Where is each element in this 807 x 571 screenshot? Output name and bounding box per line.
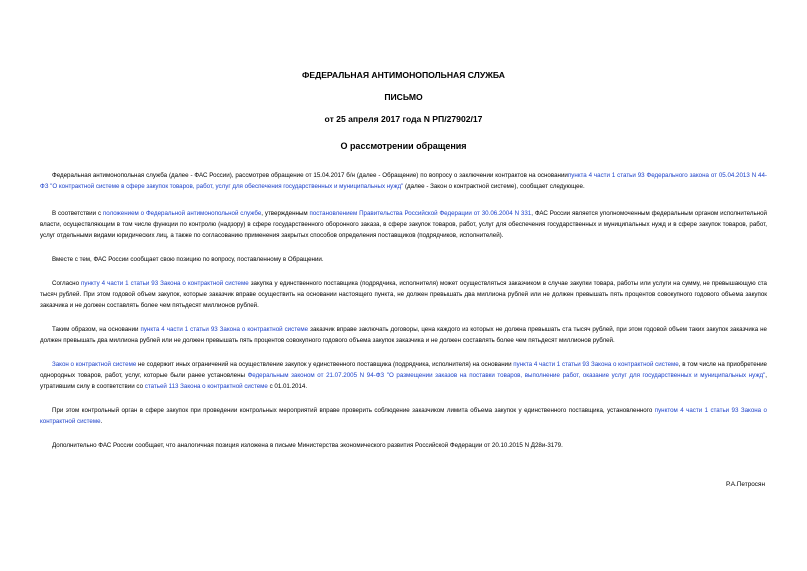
paragraph-text: не содержит иных ограничений на осуществление закупок у единственного поставщика (подрядчика, исполнителя) на основании: [136, 361, 514, 368]
paragraph-text: Таким образом, на основании: [52, 326, 141, 333]
article-93-link[interactable]: пункта 4 части 1 статьи 93 Закона о контрактной системе: [140, 326, 309, 333]
signature: Р.А.Петросян: [725, 481, 765, 488]
article-113-link[interactable]: статьей 113 Закона о контрактной системе: [144, 383, 268, 390]
document-subject: О рассмотрении обращения: [340, 141, 467, 151]
article-93-link[interactable]: пункта 4 части 1 статьи 93 Закона о контрактной системе: [513, 361, 679, 368]
article-93-link[interactable]: пункту 4 части 1 статьи 93 Закона о контрактной системе: [81, 280, 249, 287]
paragraph-conclusion: [40, 324, 767, 346]
law-44fz-link[interactable]: пункта 4 части 1 статьи 93 Федерального закона от 05.04.2013 N 44-ФЗ "О контрактной системе в сфере закупок товаров, работ, услуг для обеспечения государственных и муниципальных нужд": [40, 172, 767, 190]
paragraph-text: Согласно: [52, 280, 82, 287]
paragraph-intro: [40, 170, 767, 192]
paragraph-position: [40, 254, 767, 265]
letter-body: [40, 170, 767, 464]
law-94fz-link[interactable]: Федеральным законом от 21.07.2005 N 94-ФЗ "О размещении заказов на поставки товаров, выполнение работ, оказание услуг для государственных и муниципальных нужд": [247, 372, 766, 379]
paragraph-text: с 01.01.2014.: [267, 383, 308, 390]
paragraph-text: заказчик вправе заключать договоры, цена каждого из которых не должна превышать ста тысяч рублей, при этом годовой объем таких закупок заказчика не должен превышать два миллиона рублей или не должен превышать пять процентов совокупного годового объема закупок заказчика и не должен составлять более чем пятьдесят миллионов рублей.: [40, 326, 767, 344]
paragraph-text: Федеральная антимонопольная служба (далее - ФАС России), рассмотрев обращение от 15.04.2017 б/н (далее - Обращение) по вопросу о заключении контрактов на основании: [52, 172, 568, 179]
article-93-link[interactable]: пунктом 4 части 1 статьи 93 Закона о контрактной системе: [40, 407, 767, 425]
paragraph-text: В соответствии с: [52, 210, 103, 217]
contract-system-law-link[interactable]: Закон о контрактной системе: [52, 361, 137, 368]
paragraph-authority: [40, 208, 767, 241]
paragraph-additional: [40, 440, 767, 451]
paragraph-text: Вместе с тем, ФАС России сообщает свою позицию по вопросу, поставленному в Обращении.: [52, 256, 324, 263]
document-date-number: от 25 апреля 2017 года N РП/27902/17: [324, 114, 483, 124]
paragraph-control: [40, 405, 767, 427]
paragraph-text: Дополнительно ФАС России сообщает, что аналогичная позиция изложена в письме Министерства экономического развития Российской Федерации от 20.10.2015 N Д28и-3179.: [52, 442, 563, 449]
paragraph-text: , утратившим силу в соответствии со: [40, 372, 767, 390]
paragraph-text: , утвержденным: [261, 210, 310, 217]
fas-regulation-link[interactable]: положением о Федеральной антимонопольной службе: [102, 210, 262, 217]
document-type-heading: ПИСЬМО: [384, 92, 423, 102]
paragraph-text: (далее - Закон о контрактной системе), сообщает следующее.: [403, 183, 585, 190]
paragraph-text: закупка у единственного поставщика (подрядчика, исполнителя) может осуществляться заказчиком в случае закупки товара, работы или услуги на сумму, не превышающую ста тысяч рублей. При этом годовой объем закупок, которые заказчик вправе осуществить на основании настоящего пункта, не должен превышать два миллиона рублей или не должен превышать пять процентов совокупного годового объема закупок заказчика и не должен составлять более чем пятьдесят миллионов рублей.: [40, 280, 767, 309]
paragraph-text: , в том числе на приобретение однородных товаров, работ, услуг, которые были ранее установлены: [40, 361, 767, 379]
paragraph-text: При этом контрольный орган в сфере закупок при проведении контрольных мероприятий вправе проверить соблюдение заказчиком лимита объема закупок у единственного поставщика, установленного: [52, 407, 655, 414]
government-decree-link[interactable]: постановлением Правительства Российской Федерации от 30.06.2004 N 331: [309, 210, 532, 217]
paragraph-text: .: [100, 418, 103, 425]
paragraph-rule: [40, 278, 767, 311]
paragraph-restrictions: [40, 359, 767, 392]
organization-heading: ФЕДЕРАЛЬНАЯ АНТИМОНОПОЛЬНАЯ СЛУЖБА: [302, 70, 505, 80]
paragraph-text: , ФАС России является уполномоченным федеральным органом исполнительной власти, осуществляющим в том числе функции по контролю (надзору) в сфере государственного оборонного заказа, в сфере закупок товаров, работ, услуг для обеспечения государственных и муниципальных нужд и в сфере закупок товаров, работ, услуг отдельными видами юридических лиц, а также по согласованию применения закрытых способов определения поставщиков (подрядчиков, исполнителей).: [40, 210, 768, 239]
